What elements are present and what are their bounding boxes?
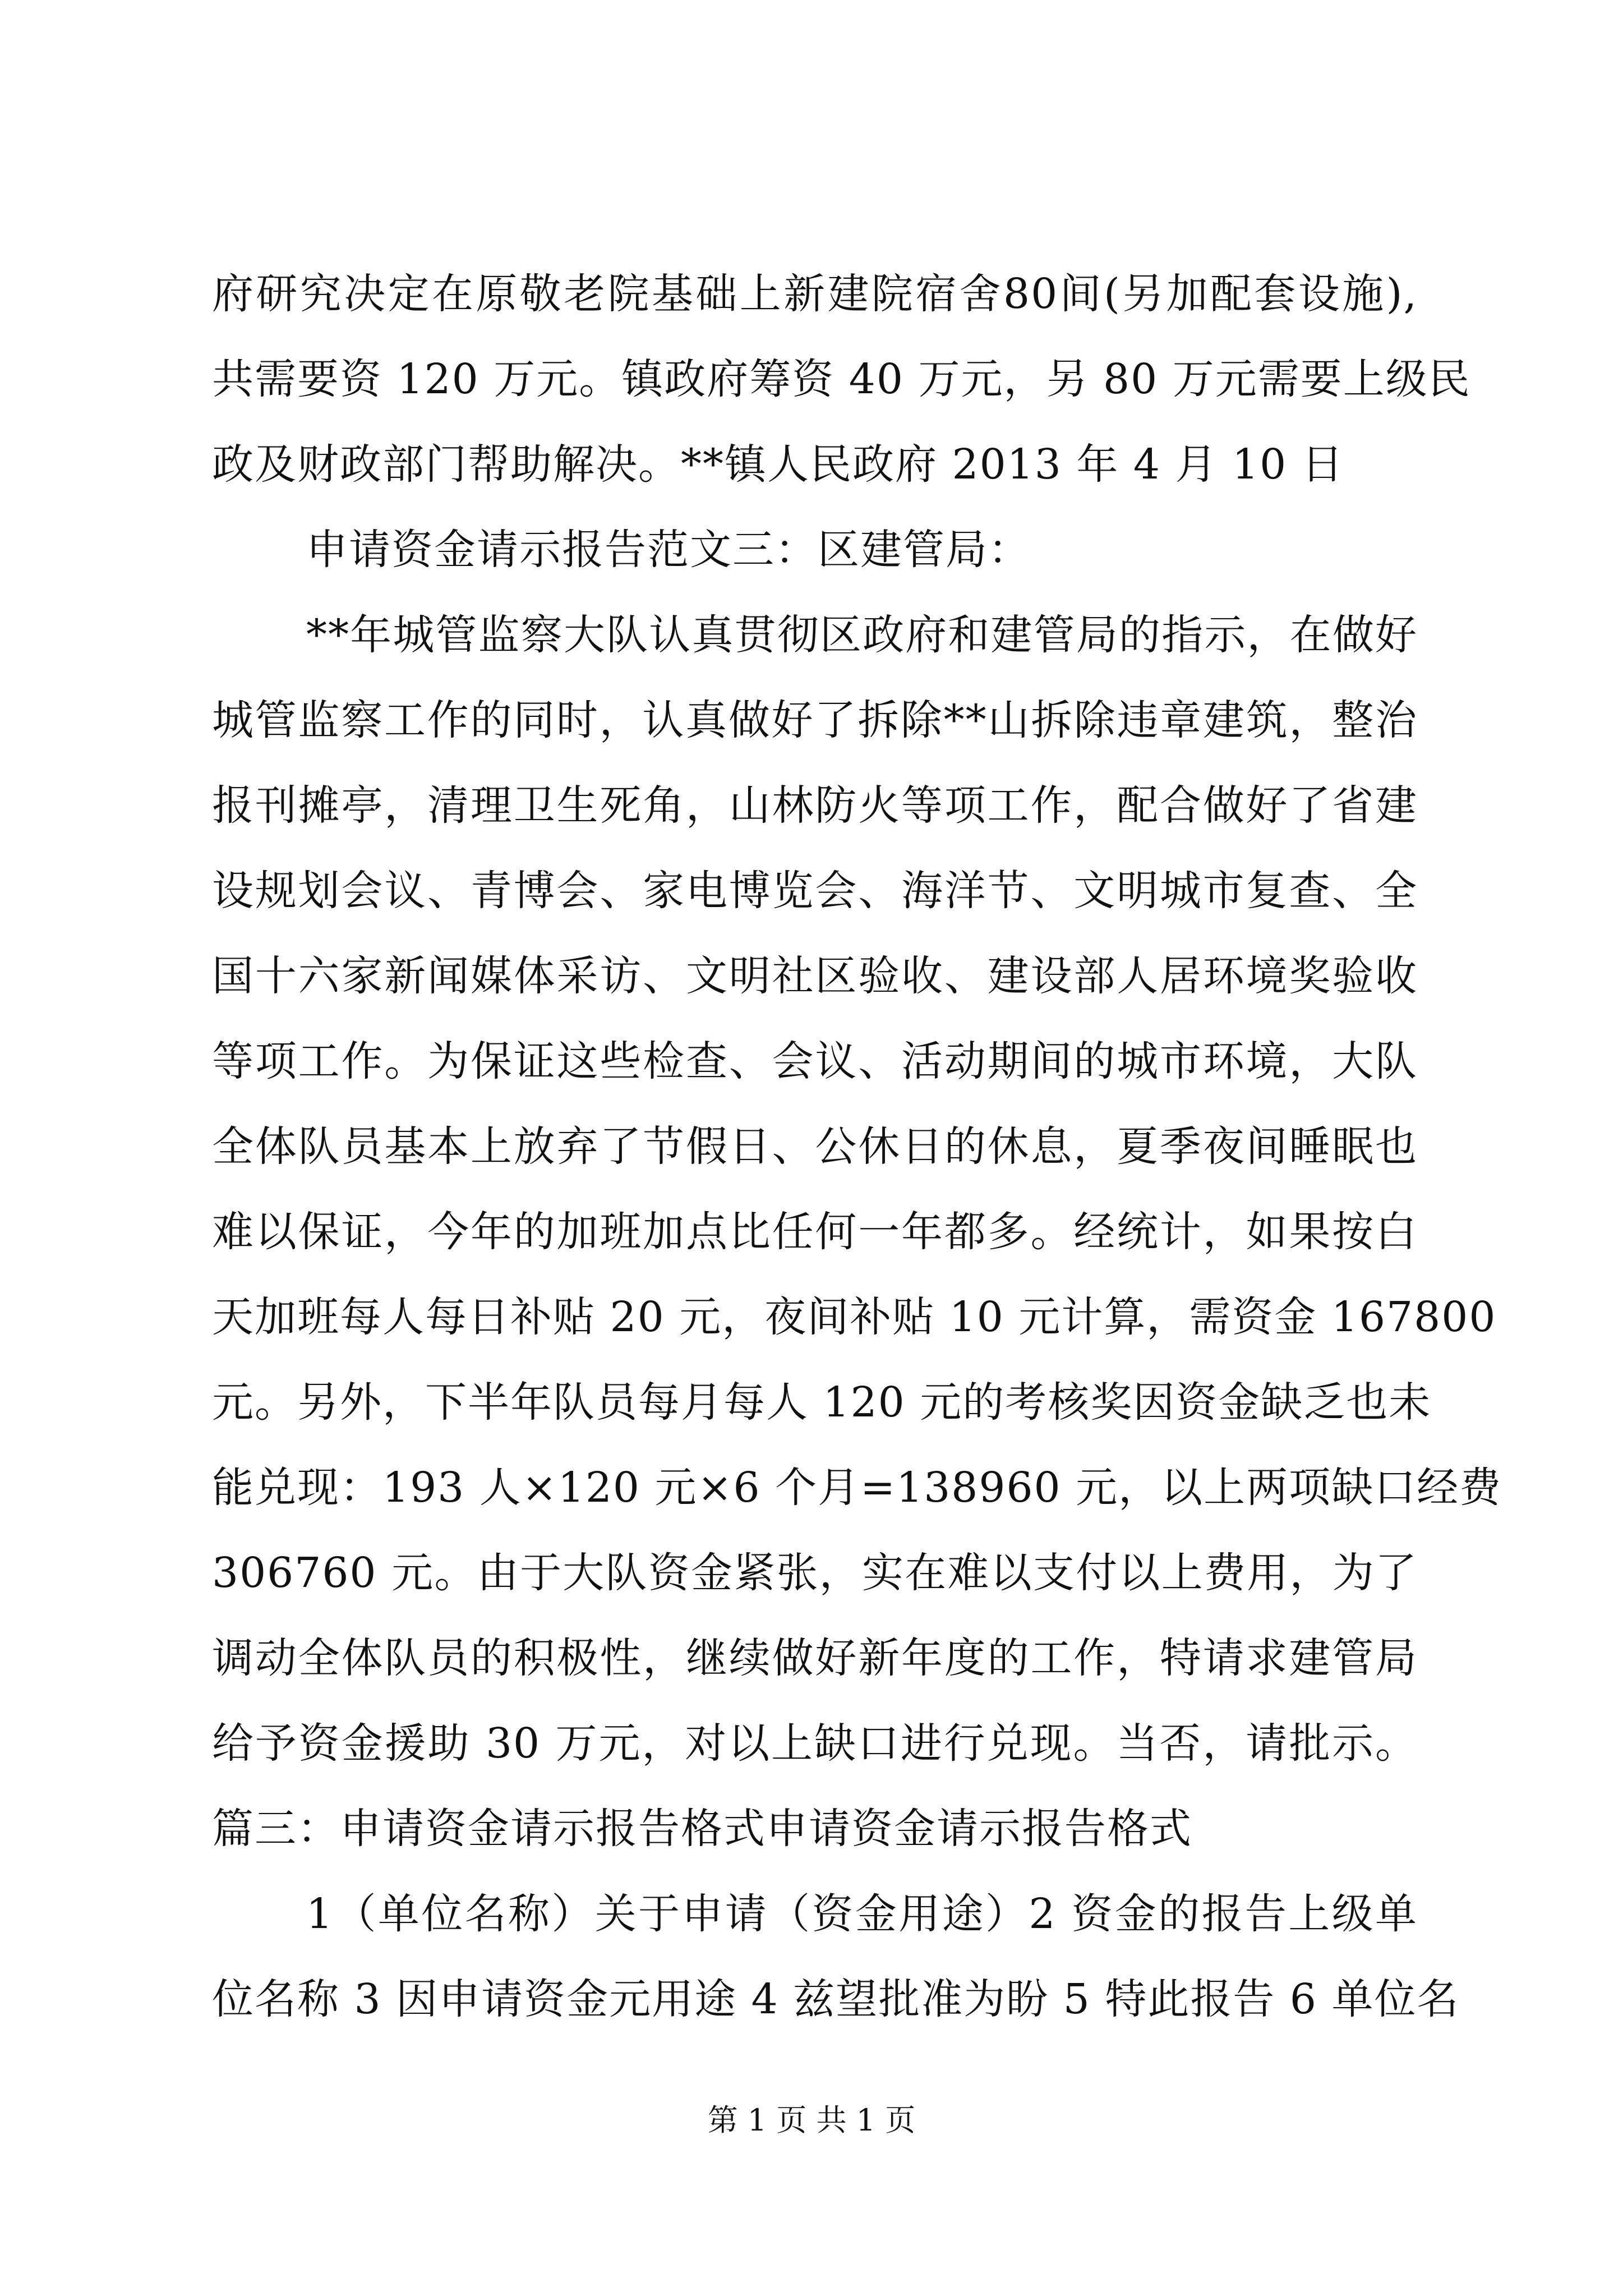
text-line: 难以保证，今年的加班加点比任何一年都多。经统计，如果按白 — [212, 1208, 1418, 1256]
text-line: 位名称 3 因申请资金元用途 4 兹望批准为盼 5 特此报告 6 单位名 — [212, 1975, 1460, 2023]
text-line: 篇三：申请资金请示报告格式申请资金请示报告格式 — [212, 1805, 1192, 1853]
text-line: 给予资金援助 30 万元，对以上缺口进行兑现。当否，请批示。 — [212, 1719, 1418, 1768]
text-line: 城管监察工作的同时，认真做好了拆除**山拆除违章建筑，整治 — [212, 696, 1418, 744]
text-line: 共需要资 120 万元。镇政府筹资 40 万元，另 80 万元需要上级民 — [212, 355, 1471, 403]
text-line: **年城管监察大队认真贯彻区政府和建管局的指示，在做好 — [306, 611, 1418, 659]
text-line: 调动全体队员的积极性，继续做好新年度的工作，特请求建管局 — [212, 1634, 1418, 1682]
document-body — [212, 251, 1502, 2042]
text-line: 306760 元。由于大队资金紧张，实在难以支付以上费用，为了 — [212, 1549, 1418, 1597]
text-line: 设规划会议、青博会、家电博览会、海洋节、文明城市复查、全 — [212, 867, 1418, 915]
text-line: 能兑现：193 人×120 元×6 个月=138960 元，以上两项缺口经费 — [212, 1464, 1502, 1512]
text-line: 报刊摊亭，清理卫生死角，山林防火等项工作，配合做好了省建 — [212, 781, 1418, 830]
page-footer: 第 1 页 共 1 页 — [707, 2102, 916, 2138]
text-line: 申请资金请示报告范文三：区建管局： — [306, 526, 1031, 574]
text-line: 全体队员基本上放弃了节假日、公休日的休息，夏季夜间睡眠也 — [212, 1122, 1418, 1171]
text-line: 1（单位名称）关于申请（资金用途）2 资金的报告上级单 — [306, 1890, 1418, 1938]
text-line: 政及财政部门帮助解决。**镇人民政府 2013 年 4 月 10 日 — [212, 440, 1344, 489]
text-line: 府研究决定在原敬老院基础上新建院宿舍80间(另加配套设施), — [212, 270, 1418, 318]
text-line: 元。另外，下半年队员每月每人 120 元的考核奖因资金缺乏也未 — [212, 1378, 1432, 1427]
text-line: 天加班每人每日补贴 20 元，夜间补贴 10 元计算，需资金 167800 — [212, 1293, 1497, 1341]
text-line: 等项工作。为保证这些检查、会议、活动期间的城市环境，大队 — [212, 1037, 1418, 1085]
text-line: 国十六家新闻媒体采访、文明社区验收、建设部人居环境奖验收 — [212, 952, 1418, 1000]
